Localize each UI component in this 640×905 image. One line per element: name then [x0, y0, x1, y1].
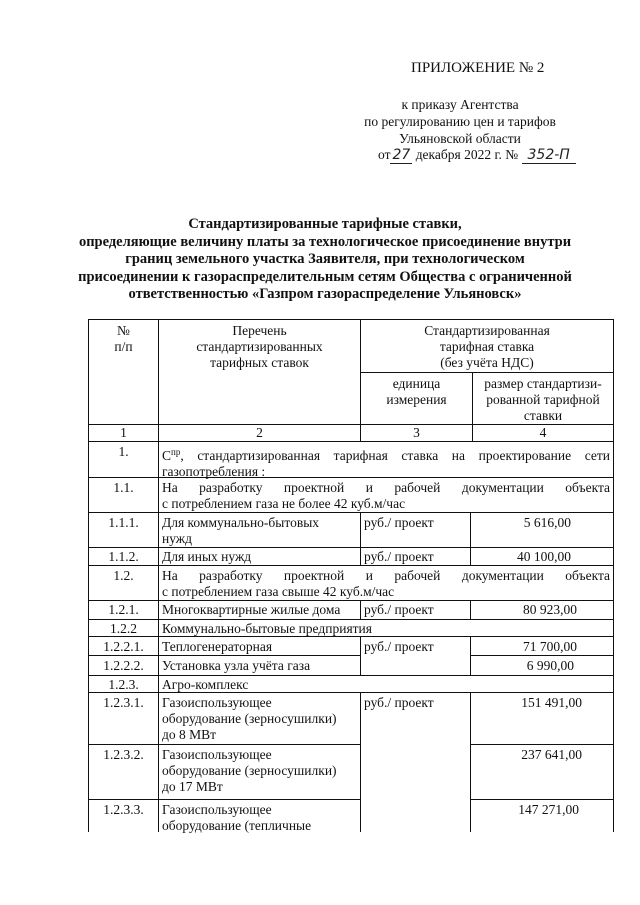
- title-line-3: границ земельного участка Заявителя, при технологическом: [125, 251, 525, 267]
- row-1-1-2-name: Для иных нужд: [162, 549, 252, 564]
- header-size: [473, 376, 613, 424]
- row-1-2-3-name: Агро-комплекс: [162, 677, 249, 692]
- row-1-1-2-number: 1.1.2.: [108, 549, 139, 564]
- header-unit-line-1: единица: [392, 376, 441, 391]
- row-1-symbol-sup: пр: [171, 447, 181, 457]
- row-1-1-2-unit: руб./ проект: [364, 549, 434, 564]
- row-1-2-2-2-value: 6 990,00: [526, 658, 574, 673]
- header-rate: [361, 323, 613, 371]
- title-line-4: присоединении к газораспределительным сетям Общества с ограниченной: [78, 268, 572, 285]
- row-1-line-1: [162, 444, 610, 464]
- row-1-2-3-2-line-3: до 17 МВт: [162, 779, 223, 794]
- column-number-4: 4: [539, 425, 547, 440]
- header-number: [89, 323, 158, 355]
- row-1-1-1-name: [162, 515, 358, 547]
- row-1-2-2-1-name: Теплогенераторная: [162, 639, 273, 654]
- header-unit-line-2: измерения: [386, 392, 447, 407]
- row-1-2-2-number: 1.2.2: [110, 621, 137, 636]
- row-1-2-3-2-name: [162, 747, 358, 795]
- order-line-2: по регулированию цен и тарифов: [364, 114, 556, 129]
- header-list-line-3: тарифных ставок: [210, 355, 309, 370]
- row-1-2-2-1-value: 71 700,00: [523, 639, 577, 654]
- row-1-2-line-2: с потреблением газа свыше 42 куб.м/час: [162, 584, 395, 599]
- header-number-line-1: №: [117, 323, 130, 338]
- row-1-1-1-number: 1.1.1.: [108, 515, 139, 530]
- header-list-line-2: стандартизированных: [196, 339, 323, 354]
- column-number-1: 1: [120, 425, 127, 440]
- row-1-symbol: C: [162, 448, 172, 463]
- row-1-2-2-1-number: 1.2.2.1.: [103, 639, 144, 654]
- row-1-2-1-unit: руб./ проект: [364, 602, 434, 617]
- date-prefix: от: [378, 147, 391, 162]
- row-1-2-3-number: 1.2.3.: [108, 677, 139, 692]
- header-number-line-2: п/п: [114, 339, 133, 354]
- row-1-1-line-1: На разработку проектной и рабочей документации объекта: [162, 480, 610, 495]
- handwritten-day: 27: [392, 147, 411, 163]
- appendix-title: ПРИЛОЖЕНИЕ № 2: [411, 60, 545, 76]
- row-1-1-line-2: с потреблением газа не более 42 куб.м/час: [162, 496, 406, 511]
- row-1-2-1-name: Многоквартирные жилые дома: [162, 602, 341, 617]
- title-line-5: ответственностью «Газпром газораспределение Ульяновск»: [128, 286, 522, 302]
- row-1-2-3-3-line-2: оборудование (тепличные: [162, 818, 312, 833]
- row-1-2-3-2-line-2: оборудование (зерносушилки): [162, 763, 337, 778]
- row-1-2-2-2-name: Установка узла учёта газа: [162, 658, 311, 673]
- column-number-2: 2: [256, 425, 263, 440]
- row-1-1-1-line-1: Для коммунально-бытовых: [162, 515, 320, 530]
- row-1-name: [162, 444, 610, 480]
- header-rate-line-3: (без учёта НДС): [440, 355, 534, 370]
- header-rate-line-2: тарифная ставка: [439, 339, 535, 354]
- row-1-2-3-3-value: 147 271,00: [518, 802, 579, 817]
- row-1-2-3-3-line-1: Газоиспользующее: [162, 802, 272, 817]
- row-1-1-number: 1.1.: [113, 480, 134, 495]
- row-1-2-2-2-number: 1.2.2.2.: [103, 658, 144, 673]
- row-1-2-2-name: Коммунально-бытовые предприятия: [162, 621, 372, 636]
- row-1-2-3-1-line-3: до 8 МВт: [162, 727, 217, 742]
- row-1-2-3-1-line-2: оборудование (зерносушилки): [162, 711, 337, 726]
- header-size-line-3: ставки: [523, 408, 563, 423]
- header-unit: [361, 376, 472, 408]
- row-1-2-3-2-value: 237 641,00: [521, 747, 582, 762]
- title-line-1: Стандартизированные тарифные ставки,: [188, 216, 462, 232]
- column-number-3: 3: [413, 425, 420, 440]
- date-rest: декабря 2022 г. №: [415, 147, 519, 162]
- row-1-1-name: [162, 480, 610, 512]
- row-1-2-3-2-line-1: Газоиспользующее: [162, 747, 272, 762]
- handwritten-order-number: 352-П: [522, 147, 576, 164]
- row-1-2-number: 1.2.: [113, 568, 134, 583]
- row-1-2-line-1: На разработку проектной и рабочей документации объекта: [162, 568, 610, 583]
- row-1-line-2: газопотребления :: [162, 464, 266, 479]
- row-1-2-3-2-number: 1.2.3.2.: [103, 747, 144, 762]
- row-1-2-2-1-unit: руб./ проект: [364, 639, 434, 654]
- row-1-text: , стандартизированная тарифная ставка на проектирование сети: [180, 448, 610, 463]
- row-1-2-1-value: 80 923,00: [523, 602, 577, 617]
- header-size-line-1: размер стандартизи-: [484, 376, 602, 391]
- order-line-1: к приказу Агентства: [401, 97, 519, 112]
- row-1-1-1-unit: руб./ проект: [364, 515, 434, 530]
- header-rate-line-1: Стандартизированная: [424, 323, 550, 338]
- row-1-2-3-1-name: [162, 695, 358, 743]
- title-line-2: определяющие величину платы за технологическое присоединение внутри: [78, 233, 572, 250]
- row-1-1-2-value: 40 100,00: [517, 549, 571, 564]
- row-1-2-3-1-line-1: Газоиспользующее: [162, 695, 272, 710]
- row-1-2-1-number: 1.2.1.: [108, 602, 139, 617]
- row-1-2-3-1-unit: руб./ проект: [364, 695, 434, 710]
- row-1-1-1-line-2: нужд: [162, 531, 192, 546]
- row-1-2-3-3-name: [162, 802, 358, 834]
- row-1-1-1-value: 5 616,00: [523, 515, 571, 530]
- order-line-3: Ульяновской области: [399, 131, 521, 146]
- row-1-2-name: [162, 568, 610, 600]
- row-1-2-3-3-number: 1.2.3.3.: [103, 802, 144, 817]
- row-1-number: 1.: [118, 444, 129, 459]
- header-list: [159, 323, 360, 371]
- header-size-line-2: рованной тарифной: [486, 392, 600, 407]
- row-1-2-3-1-value: 151 491,00: [521, 695, 582, 710]
- header-list-line-1: Перечень: [232, 323, 287, 338]
- row-1-2-3-1-number: 1.2.3.1.: [103, 695, 144, 710]
